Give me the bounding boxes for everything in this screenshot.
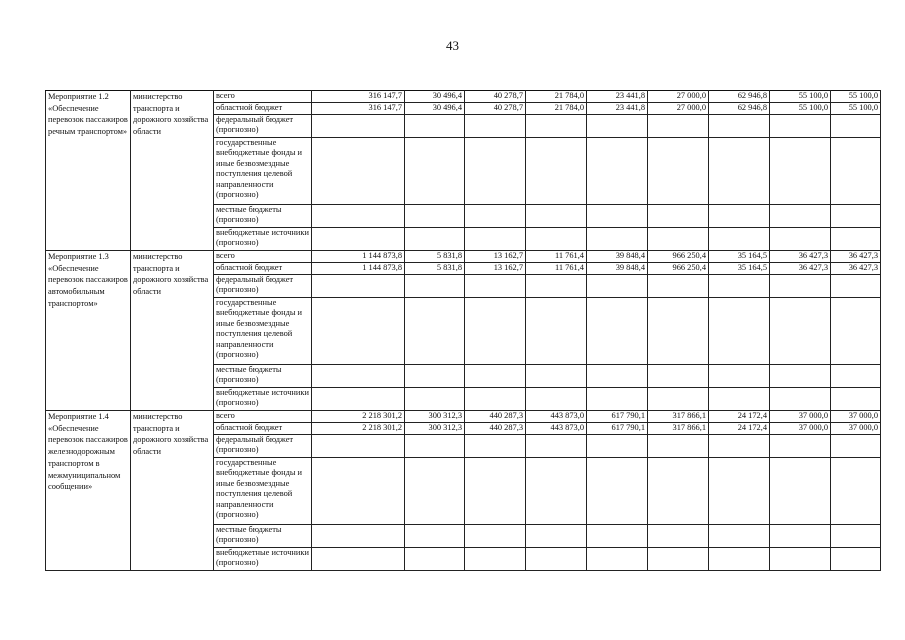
amount-cell	[465, 435, 526, 458]
amount-cell: 443 873,0	[526, 423, 587, 435]
amount-cell	[405, 115, 465, 138]
funding-source-cell: государственные внебюджетные фонды и иные безвозмездные поступления целевой направленности (прогнозно)	[214, 138, 312, 205]
amount-cell	[405, 435, 465, 458]
amount-cell: 35 164,5	[709, 251, 770, 263]
amount-cell: 55 100,0	[770, 103, 831, 115]
amount-cell	[405, 525, 465, 548]
amount-cell	[709, 205, 770, 228]
amount-cell	[770, 548, 831, 571]
amount-cell	[709, 388, 770, 411]
funding-source-cell: областной бюджет	[214, 263, 312, 275]
amount-cell	[648, 365, 709, 388]
amount-cell	[709, 115, 770, 138]
amount-cell	[648, 435, 709, 458]
amount-cell: 2 218 301,2	[312, 423, 405, 435]
amount-cell	[465, 228, 526, 251]
amount-cell: 37 000,0	[831, 423, 881, 435]
amount-cell	[770, 298, 831, 365]
amount-cell: 36 427,3	[831, 251, 881, 263]
amount-cell: 966 250,4	[648, 251, 709, 263]
funding-source-cell: местные бюджеты (прогнозно)	[214, 205, 312, 228]
executor-cell: министерство транспорта и дорожного хозяйства области	[131, 411, 214, 571]
amount-cell	[648, 525, 709, 548]
amount-cell	[312, 205, 405, 228]
amount-cell	[526, 275, 587, 298]
amount-cell	[587, 275, 648, 298]
page-number: 43	[446, 38, 459, 53]
activity-name-cell: Мероприятие 1.4 «Обеспечение перевозок пассажиров железнодорожным транспортом в межмуниципальном сообщении»	[46, 411, 131, 571]
amount-cell: 35 164,5	[709, 263, 770, 275]
executor-cell: министерство транспорта и дорожного хозяйства области	[131, 91, 214, 251]
amount-cell	[465, 388, 526, 411]
amount-cell: 316 147,7	[312, 103, 405, 115]
amount-cell	[526, 388, 587, 411]
funding-source-cell: местные бюджеты (прогнозно)	[214, 365, 312, 388]
amount-cell	[405, 205, 465, 228]
funding-source-cell: всего	[214, 411, 312, 423]
amount-cell	[709, 525, 770, 548]
amount-cell	[405, 138, 465, 205]
amount-cell	[465, 138, 526, 205]
amount-cell: 11 761,4	[526, 263, 587, 275]
amount-cell	[709, 275, 770, 298]
amount-cell: 24 172,4	[709, 423, 770, 435]
amount-cell: 55 100,0	[831, 103, 881, 115]
amount-cell	[831, 298, 881, 365]
amount-cell: 30 496,4	[405, 103, 465, 115]
amount-cell	[770, 435, 831, 458]
amount-cell	[465, 115, 526, 138]
amount-cell	[770, 275, 831, 298]
amount-cell: 37 000,0	[770, 411, 831, 423]
amount-cell	[770, 228, 831, 251]
funding-source-cell: всего	[214, 251, 312, 263]
amount-cell: 5 831,8	[405, 251, 465, 263]
amount-cell: 23 441,8	[587, 103, 648, 115]
amount-cell: 30 496,4	[405, 91, 465, 103]
amount-cell	[648, 275, 709, 298]
amount-cell	[312, 298, 405, 365]
amount-cell	[648, 228, 709, 251]
amount-cell: 36 427,3	[770, 263, 831, 275]
funding-source-cell: всего	[214, 91, 312, 103]
amount-cell: 27 000,0	[648, 103, 709, 115]
amount-cell	[587, 388, 648, 411]
funding-source-cell: местные бюджеты (прогнозно)	[214, 525, 312, 548]
funding-source-cell: федеральный бюджет (прогнозно)	[214, 435, 312, 458]
amount-cell: 55 100,0	[770, 91, 831, 103]
amount-cell	[312, 365, 405, 388]
amount-cell: 13 162,7	[465, 263, 526, 275]
amount-cell: 317 866,1	[648, 411, 709, 423]
table-row	[46, 411, 881, 423]
amount-cell	[648, 458, 709, 525]
amount-cell: 36 427,3	[770, 251, 831, 263]
amount-cell	[831, 525, 881, 548]
amount-cell: 37 000,0	[831, 411, 881, 423]
amount-cell	[770, 388, 831, 411]
amount-cell	[587, 365, 648, 388]
amount-cell	[526, 548, 587, 571]
amount-cell	[465, 298, 526, 365]
amount-cell: 317 866,1	[648, 423, 709, 435]
amount-cell	[587, 115, 648, 138]
amount-cell	[465, 365, 526, 388]
amount-cell	[465, 275, 526, 298]
amount-cell: 11 761,4	[526, 251, 587, 263]
amount-cell: 300 312,3	[405, 411, 465, 423]
amount-cell: 2 218 301,2	[312, 411, 405, 423]
amount-cell	[709, 548, 770, 571]
amount-cell	[648, 388, 709, 411]
funding-source-cell: федеральный бюджет (прогнозно)	[214, 115, 312, 138]
amount-cell	[587, 298, 648, 365]
amount-cell	[770, 365, 831, 388]
amount-cell	[648, 548, 709, 571]
amount-cell	[526, 138, 587, 205]
amount-cell: 300 312,3	[405, 423, 465, 435]
table-row	[46, 251, 881, 263]
amount-cell	[587, 435, 648, 458]
amount-cell: 62 946,8	[709, 103, 770, 115]
funding-source-cell: федеральный бюджет (прогнозно)	[214, 275, 312, 298]
amount-cell	[831, 275, 881, 298]
amount-cell: 23 441,8	[587, 91, 648, 103]
funding-source-cell: областной бюджет	[214, 103, 312, 115]
amount-cell: 617 790,1	[587, 423, 648, 435]
amount-cell	[465, 548, 526, 571]
amount-cell: 37 000,0	[770, 423, 831, 435]
amount-cell	[770, 205, 831, 228]
amount-cell	[831, 388, 881, 411]
amount-cell	[648, 205, 709, 228]
budget-table	[45, 90, 881, 571]
amount-cell: 39 848,4	[587, 251, 648, 263]
amount-cell: 21 784,0	[526, 103, 587, 115]
amount-cell	[831, 435, 881, 458]
amount-cell	[526, 298, 587, 365]
amount-cell: 5 831,8	[405, 263, 465, 275]
amount-cell	[587, 525, 648, 548]
table-row	[46, 91, 881, 103]
amount-cell	[587, 458, 648, 525]
amount-cell	[770, 115, 831, 138]
amount-cell	[526, 205, 587, 228]
amount-cell: 24 172,4	[709, 411, 770, 423]
amount-cell: 1 144 873,8	[312, 263, 405, 275]
amount-cell	[587, 138, 648, 205]
amount-cell	[648, 298, 709, 365]
amount-cell	[312, 275, 405, 298]
amount-cell: 27 000,0	[648, 91, 709, 103]
activity-name-cell: Мероприятие 1.2 «Обеспечение перевозок пассажиров речным транспортом»	[46, 91, 131, 251]
amount-cell	[405, 548, 465, 571]
amount-cell: 40 278,7	[465, 91, 526, 103]
funding-source-cell: областной бюджет	[214, 423, 312, 435]
amount-cell	[405, 458, 465, 525]
amount-cell	[405, 275, 465, 298]
amount-cell	[709, 138, 770, 205]
amount-cell	[526, 228, 587, 251]
amount-cell: 21 784,0	[526, 91, 587, 103]
amount-cell	[526, 458, 587, 525]
amount-cell	[465, 205, 526, 228]
amount-cell	[709, 458, 770, 525]
amount-cell: 316 147,7	[312, 91, 405, 103]
amount-cell	[831, 138, 881, 205]
amount-cell	[770, 138, 831, 205]
funding-source-cell: государственные внебюджетные фонды и иные безвозмездные поступления целевой направленности (прогнозно)	[214, 458, 312, 525]
executor-cell: министерство транспорта и дорожного хозяйства области	[131, 251, 214, 411]
amount-cell	[312, 115, 405, 138]
amount-cell	[312, 138, 405, 205]
amount-cell	[648, 138, 709, 205]
amount-cell: 39 848,4	[587, 263, 648, 275]
funding-source-cell: государственные внебюджетные фонды и иные безвозмездные поступления целевой направленности (прогнозно)	[214, 298, 312, 365]
amount-cell: 966 250,4	[648, 263, 709, 275]
amount-cell	[587, 205, 648, 228]
amount-cell	[405, 298, 465, 365]
amount-cell	[831, 458, 881, 525]
amount-cell	[587, 548, 648, 571]
amount-cell	[770, 525, 831, 548]
amount-cell: 440 287,3	[465, 411, 526, 423]
amount-cell: 62 946,8	[709, 91, 770, 103]
amount-cell: 617 790,1	[587, 411, 648, 423]
activity-name-cell: Мероприятие 1.3 «Обеспечение перевозок пассажиров автомобильным транспортом»	[46, 251, 131, 411]
funding-source-cell: внебюджетные источники (прогнозно)	[214, 228, 312, 251]
amount-cell	[312, 435, 405, 458]
amount-cell	[587, 228, 648, 251]
amount-cell	[831, 205, 881, 228]
amount-cell	[831, 365, 881, 388]
amount-cell: 36 427,3	[831, 263, 881, 275]
amount-cell	[648, 115, 709, 138]
amount-cell	[312, 525, 405, 548]
amount-cell	[526, 115, 587, 138]
amount-cell	[312, 388, 405, 411]
amount-cell	[526, 525, 587, 548]
amount-cell	[709, 228, 770, 251]
amount-cell	[831, 115, 881, 138]
amount-cell	[709, 298, 770, 365]
amount-cell	[709, 365, 770, 388]
amount-cell	[465, 525, 526, 548]
amount-cell	[770, 458, 831, 525]
amount-cell: 443 873,0	[526, 411, 587, 423]
amount-cell	[312, 458, 405, 525]
amount-cell	[831, 548, 881, 571]
funding-source-cell: внебюджетные источники (прогнозно)	[214, 548, 312, 571]
amount-cell	[831, 228, 881, 251]
amount-cell: 1 144 873,8	[312, 251, 405, 263]
funding-source-cell: внебюджетные источники (прогнозно)	[214, 388, 312, 411]
amount-cell	[405, 365, 465, 388]
amount-cell	[526, 365, 587, 388]
amount-cell	[709, 435, 770, 458]
amount-cell	[465, 458, 526, 525]
amount-cell	[312, 228, 405, 251]
amount-cell: 13 162,7	[465, 251, 526, 263]
amount-cell	[405, 228, 465, 251]
amount-cell	[526, 435, 587, 458]
amount-cell: 40 278,7	[465, 103, 526, 115]
amount-cell	[312, 548, 405, 571]
amount-cell	[405, 388, 465, 411]
amount-cell: 55 100,0	[831, 91, 881, 103]
amount-cell: 440 287,3	[465, 423, 526, 435]
